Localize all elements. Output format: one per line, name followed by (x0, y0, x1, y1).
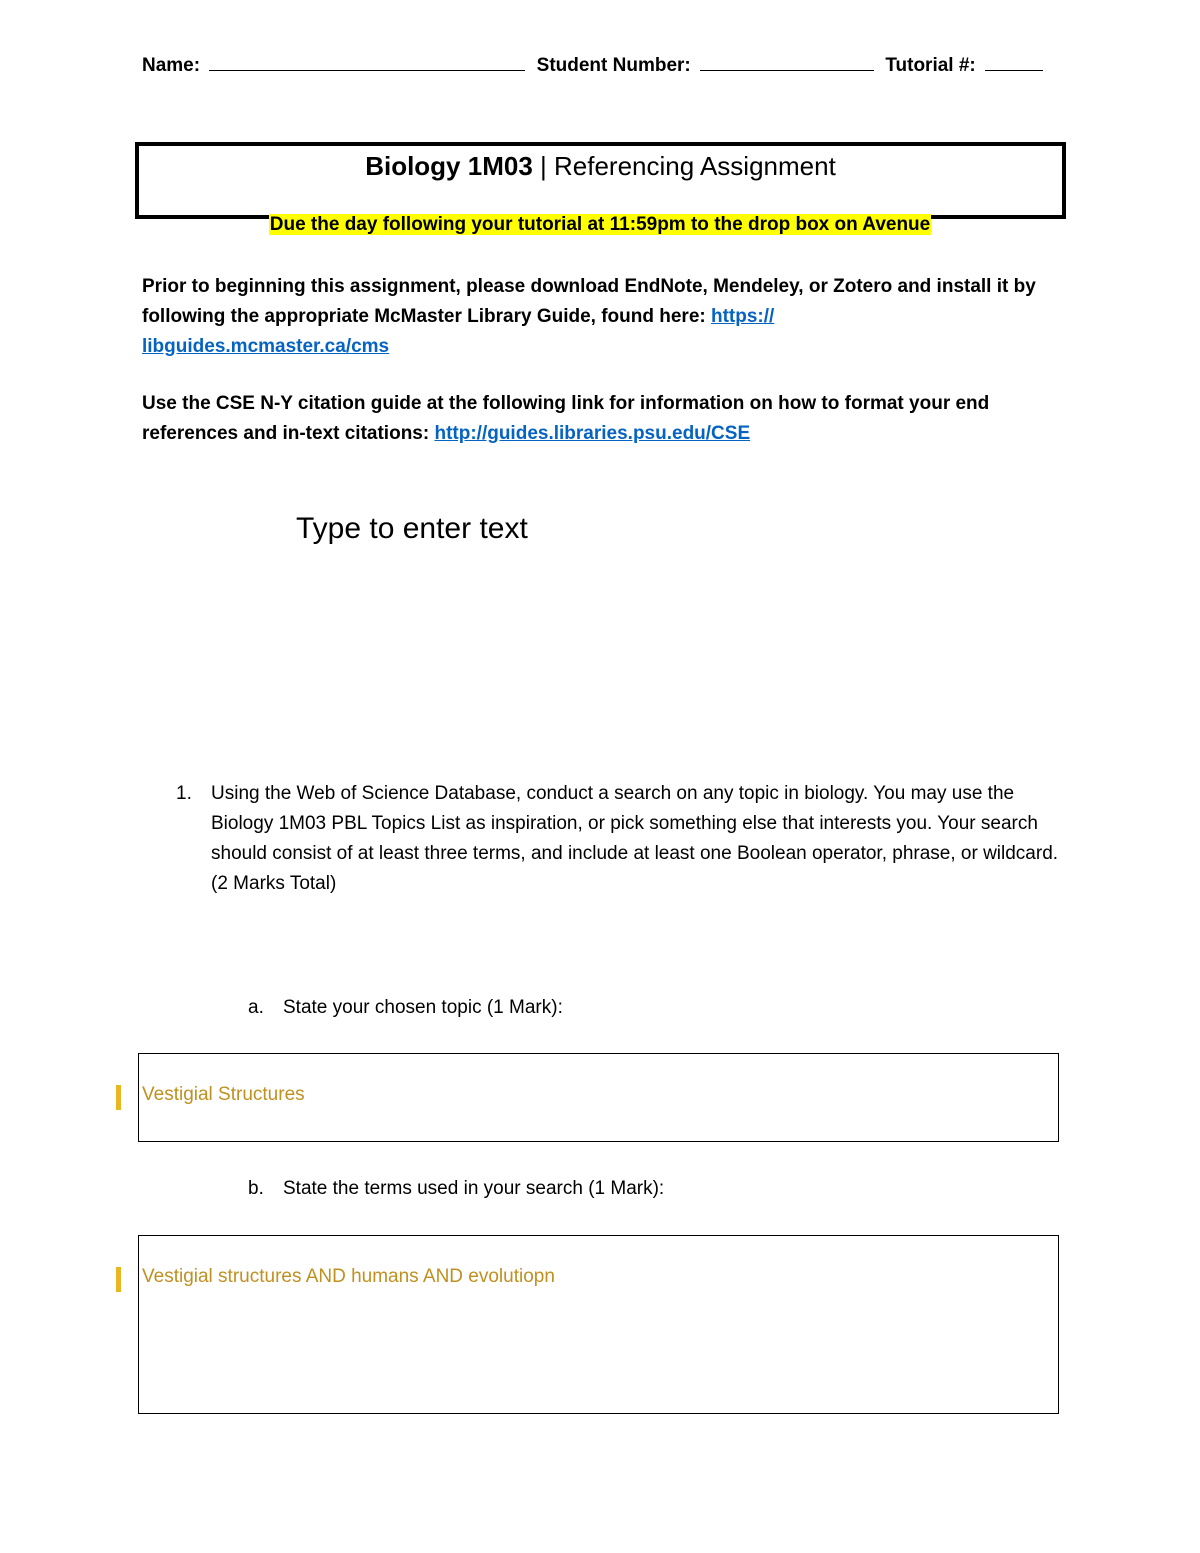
tutorial-label: Tutorial #: (885, 55, 976, 76)
citation-paragraph (142, 389, 1072, 449)
header-fields (142, 52, 1049, 77)
title-separator: | (532, 151, 554, 181)
intro-text: Prior to beginning this assignment, please download EndNote, Mendeley, or Zotero and install it by following the appropriate McMaster Library Guide, found here: (142, 276, 1036, 327)
edit-marker-b (116, 1267, 121, 1292)
part-b-prompt (248, 1178, 664, 1200)
mcmaster-guide-link[interactable]: https:// libguides.mcmaster.ca/cms (142, 306, 775, 357)
part-a-text: State your chosen topic (1 Mark): (283, 997, 563, 1018)
due-notice-text: Due the day following your tutorial at 11:59pm to the drop box on Avenue (269, 214, 931, 235)
assignment-name: Referencing Assignment (553, 151, 836, 181)
due-notice (0, 214, 1200, 236)
edit-marker-a (116, 1085, 121, 1110)
name-blank[interactable] (209, 52, 525, 71)
intro-paragraph (142, 272, 1072, 362)
title-box (135, 142, 1066, 219)
question-number: 1. (176, 783, 192, 804)
student-number-blank[interactable] (700, 52, 874, 71)
citation-text: Use the CSE N-Y citation guide at the following link for information on how to format your end references and in-text citations: (142, 393, 990, 444)
answer-box-b[interactable] (138, 1235, 1059, 1414)
part-a-letter: a. (248, 997, 264, 1018)
part-b-letter: b. (248, 1178, 264, 1199)
page-title (139, 151, 1062, 182)
answer-a[interactable]: Vestigial Structures (142, 1084, 305, 1105)
student-number-label: Student Number: (536, 55, 691, 76)
cse-guide-link[interactable]: http://guides.libraries.psu.edu/CSE (434, 423, 751, 444)
question-1 (176, 779, 1066, 899)
part-b-text: State the terms used in your search (1 Mark): (283, 1178, 665, 1199)
tutorial-blank[interactable] (985, 52, 1043, 71)
name-label: Name: (142, 55, 201, 76)
part-a-prompt (248, 997, 563, 1019)
answer-b[interactable]: Vestigial structures AND humans AND evolutiopn (142, 1266, 555, 1287)
text-placeholder[interactable]: Type to enter text (296, 512, 528, 545)
question-text: Using the Web of Science Database, conduct a search on any topic in biology. You may use the Biology 1M03 PBL Topics List as inspiration, or pick something else that interests you. Your search should consist of at least three terms, and include at least one Boolean operator, phrase, or wildcard. (2 Marks Total) (211, 783, 1059, 894)
course-code: Biology 1M03 (365, 151, 533, 181)
